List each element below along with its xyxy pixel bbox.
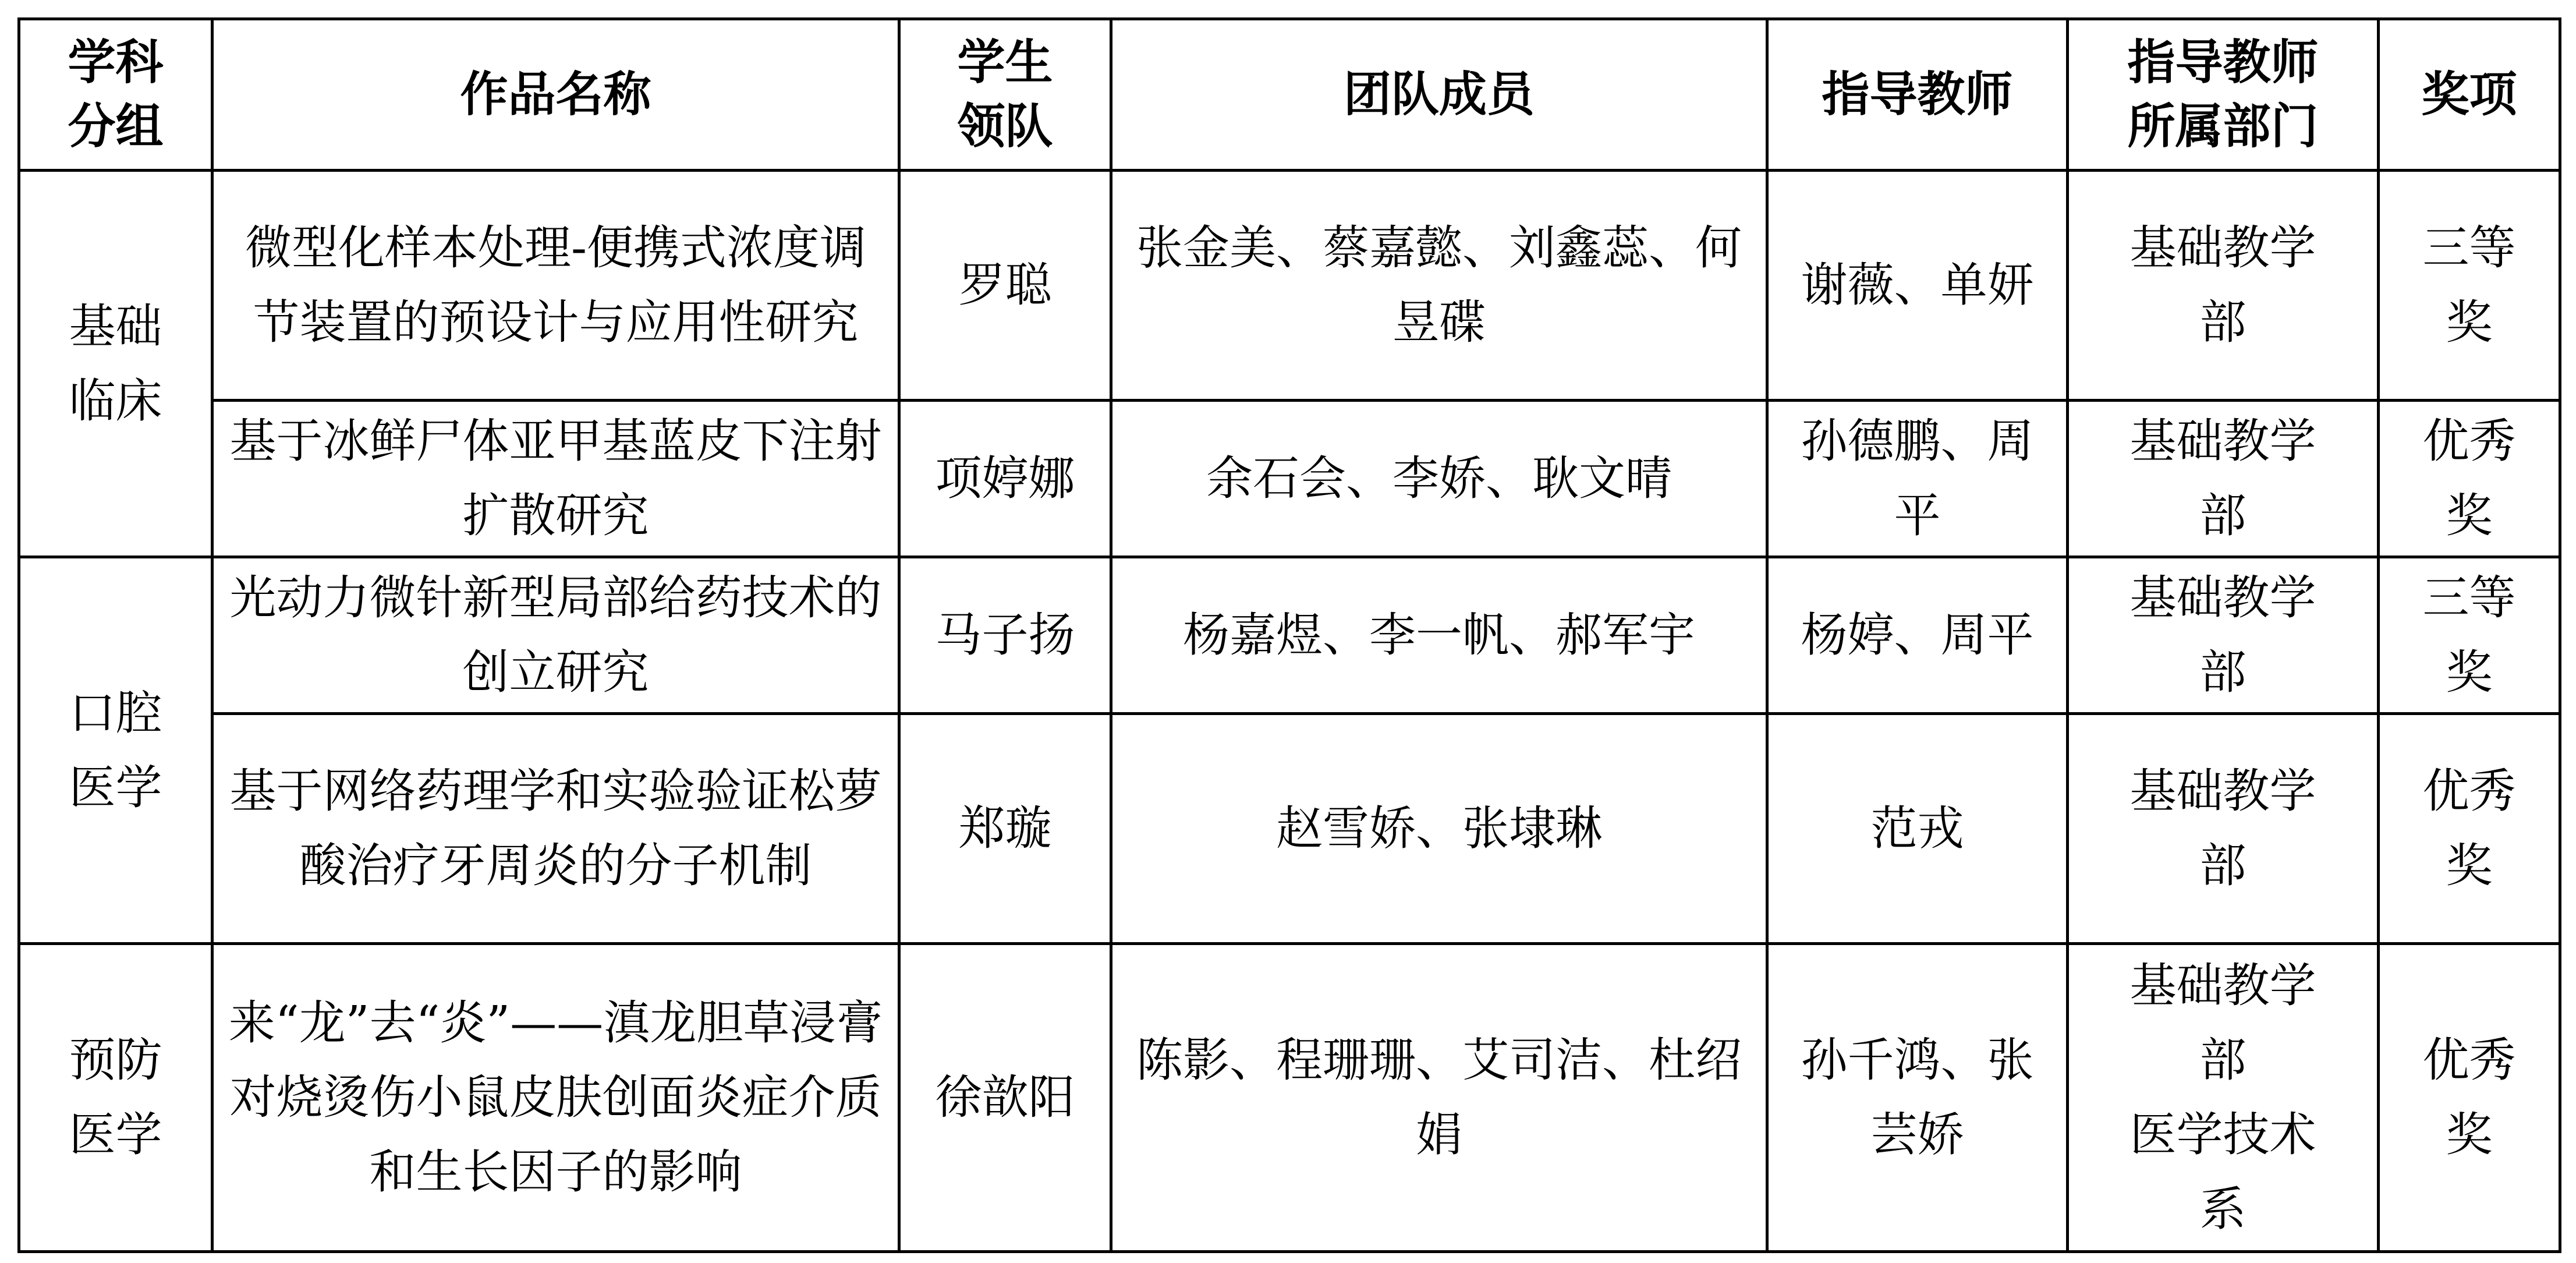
award-cell: 优秀 奖	[2379, 714, 2560, 944]
header-project-title: 作品名称	[212, 19, 899, 171]
advisors-cell: 孙千鸿、张 芸娇	[1767, 944, 2068, 1252]
subject-group-cell: 预防 医学	[19, 944, 212, 1252]
header-row	[19, 19, 2560, 171]
table-row	[19, 944, 2560, 1252]
project-title-cell: 基于冰鲜尸体亚甲基蓝皮下注射扩散研究	[212, 401, 899, 557]
student-leader-cell: 徐歆阳	[899, 944, 1111, 1252]
department-cell: 基础教学 部	[2068, 401, 2379, 557]
student-leader-cell: 项婷娜	[899, 401, 1111, 557]
award-cell: 三等 奖	[2379, 557, 2560, 714]
table-row	[19, 714, 2560, 944]
department-cell: 基础教学 部 医学技术 系	[2068, 944, 2379, 1252]
team-members-cell: 赵雪娇、张埭琳	[1111, 714, 1767, 944]
header-advisor-department: 指导教师 所属部门	[2068, 19, 2379, 171]
header-student-leader: 学生 领队	[899, 19, 1111, 171]
team-members-cell: 余石会、李娇、耿文晴	[1111, 401, 1767, 557]
project-title-cell: 基于网络药理学和实验验证松萝酸治疗牙周炎的分子机制	[212, 714, 899, 944]
department-cell: 基础教学 部	[2068, 714, 2379, 944]
table-row	[19, 557, 2560, 714]
project-title-cell: 来“龙”去“炎”——滇龙胆草浸膏对烧烫伤小鼠皮肤创面炎症介质和生长因子的影响	[212, 944, 899, 1252]
student-leader-cell: 郑璇	[899, 714, 1111, 944]
header-advisors: 指导教师	[1767, 19, 2068, 171]
team-members-cell: 陈影、程珊珊、艾司洁、杜绍娟	[1111, 944, 1767, 1252]
table-row	[19, 401, 2560, 557]
department-cell: 基础教学 部	[2068, 557, 2379, 714]
advisors-cell: 范戎	[1767, 714, 2068, 944]
header-team-members: 团队成员	[1111, 19, 1767, 171]
award-cell: 三等 奖	[2379, 171, 2560, 401]
student-leader-cell: 罗聪	[899, 171, 1111, 401]
department-cell: 基础教学 部	[2068, 171, 2379, 401]
subject-group-cell: 口腔 医学	[19, 557, 212, 944]
table-row	[19, 171, 2560, 401]
subject-group-cell: 基础 临床	[19, 171, 212, 557]
project-title-cell: 光动力微针新型局部给药技术的创立研究	[212, 557, 899, 714]
team-members-cell: 张金美、蔡嘉懿、刘鑫蕊、何昱碟	[1111, 171, 1767, 401]
award-cell: 优秀 奖	[2379, 944, 2560, 1252]
student-leader-cell: 马子扬	[899, 557, 1111, 714]
award-cell: 优秀 奖	[2379, 401, 2560, 557]
header-subject-group: 学科 分组	[19, 19, 212, 171]
advisors-cell: 杨婷、周平	[1767, 557, 2068, 714]
advisors-cell: 谢薇、单妍	[1767, 171, 2068, 401]
awards-table	[17, 17, 2561, 1253]
team-members-cell: 杨嘉煜、李一帆、郝军宇	[1111, 557, 1767, 714]
header-award: 奖项	[2379, 19, 2560, 171]
advisors-cell: 孙德鹏、周 平	[1767, 401, 2068, 557]
project-title-cell: 微型化样本处理-便携式浓度调节装置的预设计与应用性研究	[212, 171, 899, 401]
